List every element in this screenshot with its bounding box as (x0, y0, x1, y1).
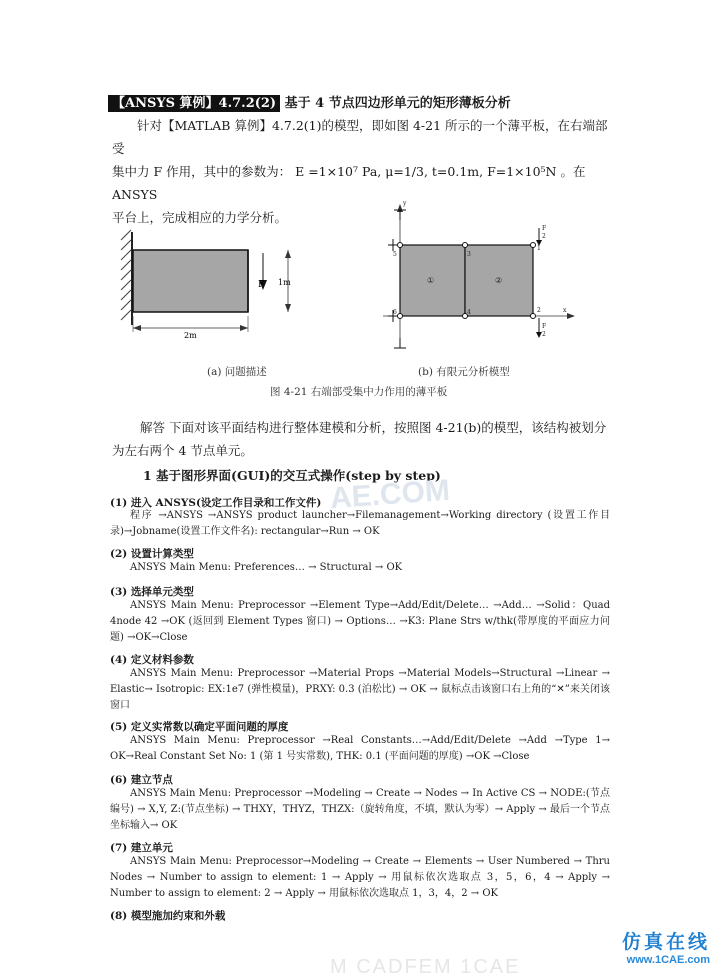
step-4-heading: (4) 定义材料参数 (110, 654, 194, 666)
solution-paragraph (112, 416, 612, 462)
width-label: 2m (184, 331, 197, 340)
caption-b: (b) 有限元分析模型 (418, 366, 510, 378)
node-3-label: 3 (467, 251, 471, 258)
node-2-label: 2 (537, 307, 541, 314)
intro-line-3: 平台上，完成相应的力学分析。 (112, 210, 288, 225)
force-label: F (258, 280, 265, 290)
figure-caption: 图 4-21 右端部受集中力作用的薄平板 (270, 386, 448, 398)
step-1-heading: (1) 进入 ANSYS(设定工作目录和工作文件) (110, 497, 322, 509)
site-logo-text: 仿真在线 (621, 931, 710, 953)
load-bot-num: F (542, 323, 547, 330)
node-5-label: 5 (393, 251, 397, 258)
y-axis-label: y (403, 200, 407, 207)
element-2-label: ② (495, 276, 503, 285)
height-label: 1m (278, 278, 291, 287)
caption-a: (a) 问题描述 (207, 366, 267, 378)
load-bot-den: 2 (542, 331, 546, 338)
step-7-heading: (7) 建立单元 (110, 842, 173, 854)
load-top-den: 2 (542, 233, 546, 240)
step-2-body: ANSYS Main Menu: Preferences… → Structural → OK (130, 562, 403, 573)
step-6-body: ANSYS Main Menu: Preprocessor →Modeling → Create → Nodes → In Active CS → NODE:(节点编号) → X,Y, Z:(节点坐标) → THXY，THYZ，THZX:（旋转角度，不填，默认为零）→ Apply → 最后一个节点坐标输入→ OK (110, 788, 610, 831)
step-5-heading: (5) 定义实常数以确定平面问题的厚度 (110, 721, 289, 733)
step-3-body: ANSYS Main Menu: Preprocessor →Element Type→Add/Edit/Delete… →Add… →Solid：Quad 4node 42 →OK (返回到 Element Types 窗口) → Options… →K3: Plane Strs w/thk(带厚度的平面应力问题) →OK→Close (110, 600, 610, 643)
site-url: www.1CAE.com (626, 954, 710, 966)
intro-line-1: 针对【MATLAB 算例】4.7.2(1)的模型，即如图 4-21 所示的一个薄平板，在右端部受 (112, 118, 608, 156)
step-4-body: ANSYS Main Menu: Preprocessor →Material Props →Material Models→Structural →Linear → Elastic→ Isotropic: EX:1e7 (弹性模量)，PRXY: 0.3 (泊松比) → OK → 鼠标点击该窗口右上角的“✕”来关闭该窗口 (110, 668, 610, 711)
watermark-mid: AE.COM (328, 473, 451, 516)
solution-line-2: 为左右两个 4 节点单元。 (112, 443, 253, 458)
step-5-body: ANSYS Main Menu: Preprocessor →Real Constants…→Add/Edit/Delete →Add →Type 1→ OK→Real Constant Set No: 1 (第 1 号实常数), THK: 0.1 (平面问题的厚度) →OK →Close (110, 735, 610, 762)
step-1-body: 程序 →ANSYS →ANSYS product launcher→Filemanagement→Working directory (设置工作目录)→Jobname(设置工作文件名): rectangular→Run → OK (110, 510, 610, 537)
node-4-label: 4 (467, 309, 471, 316)
step-6-heading: (6) 建立节点 (110, 774, 173, 786)
load-top-num: F (542, 225, 547, 232)
step-8-heading: (8) 模型施加约束和外载 (110, 910, 226, 922)
site-logo (622, 927, 710, 966)
figure-a-problem (118, 220, 318, 345)
example-tag: 【ANSYS 算例】4.7.2(2) (108, 95, 280, 112)
solution-line-1: 解答 下面对该平面结构进行整体建模和分析，按照图 4-21(b)的模型，该结构被划分 (140, 420, 607, 435)
element-1-label: ① (427, 276, 435, 285)
x-axis-label: x (563, 307, 567, 314)
node-6-label: 6 (393, 309, 397, 316)
watermark-bottom: M CADFEM 1CAE (330, 956, 521, 978)
node-1-label: 1 (537, 245, 541, 252)
step-2-heading: (2) 设置计算类型 (110, 548, 194, 560)
intro-line-2: 集中力 F 作用，其中的参数为： E =1×10⁷ Pa, μ=1/3, t=0.1m, F=1×10⁵N 。在 ANSYS (112, 164, 586, 202)
step-3-heading: (3) 选择单元类型 (110, 586, 194, 598)
figure-b-fe-model (363, 198, 578, 358)
example-title (108, 92, 511, 111)
section-heading: 1 基于图形界面(GUI)的交互式操作(step by step) (143, 468, 441, 483)
example-heading: 基于 4 节点四边形单元的矩形薄板分析 (284, 96, 511, 111)
step-7-body: ANSYS Main Menu: Preprocessor→Modeling → Create → Elements → User Numbered → Thru Nodes → Number to assign to element: 1 → Apply → 用鼠标依次选取点 3，5，6，4 → Apply → Number to assign to element: 2 → Apply → 用鼠标依次选取点 1，3，4，2 → OK (110, 856, 610, 899)
